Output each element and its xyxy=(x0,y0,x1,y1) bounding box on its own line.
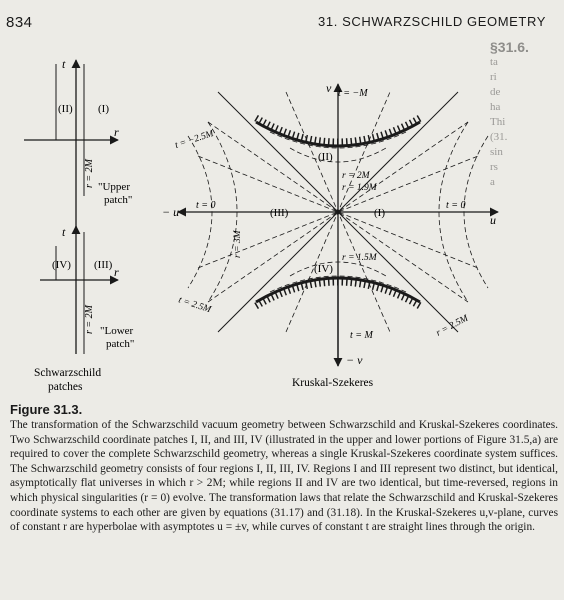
r-3M-label: r = 3M xyxy=(233,230,243,258)
caption-title: Figure 31.3. xyxy=(10,402,83,417)
upper-r-marker: r = 2M xyxy=(84,159,95,188)
upper-patch-label-line2: patch" xyxy=(104,194,133,206)
lower-region-III: (III) xyxy=(94,259,113,271)
kruskal-minus-v-label: − v xyxy=(346,353,363,367)
lower-patch-label-line2: patch" xyxy=(106,338,135,350)
t-minus-M: t = −M xyxy=(338,88,368,99)
r-1-9M-label: r = 1.9M xyxy=(342,183,377,193)
r-2-5M-label: r = 2.5M xyxy=(434,313,471,339)
lower-patch-label-line1: "Lower xyxy=(100,325,134,337)
schwarzschild-label-line2: patches xyxy=(48,381,83,393)
bleed-line: Thi xyxy=(490,116,506,128)
lower-region-IV: (IV) xyxy=(52,259,71,271)
kruskal-label: Kruskal-Szekeres xyxy=(292,377,374,389)
page-number: 834 xyxy=(6,14,33,31)
lower-r-label: r xyxy=(114,265,119,279)
kruskal-diagram xyxy=(162,81,498,389)
lower-r-marker: r = 2M xyxy=(84,305,95,334)
upper-region-I: (I) xyxy=(98,103,109,115)
bleed-line: a xyxy=(490,176,495,188)
bleed-line: de xyxy=(490,86,501,98)
r-1-5M-label: r = 1.5M xyxy=(342,253,377,263)
t-zero-left: t = 0 xyxy=(196,200,216,211)
kruskal-minus-u-label: − u xyxy=(162,205,180,219)
bleed-line: ha xyxy=(490,101,501,113)
lower-t-label: t xyxy=(62,225,66,239)
schwarzschild-label-line1: Schwarzschild xyxy=(34,367,102,379)
t-minus-2-5M: t = −2.5M xyxy=(173,128,215,151)
upper-t-label: t xyxy=(62,57,66,71)
bleed-line: ta xyxy=(490,56,498,68)
upper-patch xyxy=(24,57,132,231)
lower-patch xyxy=(40,225,134,354)
bleed-line: sin xyxy=(490,146,503,158)
bleed-line: ri xyxy=(490,71,497,83)
upper-region-II: (II) xyxy=(58,103,73,115)
kruskal-region-I: (I) xyxy=(374,207,385,219)
kruskal-region-III: (III) xyxy=(270,207,289,219)
t-2-5M: t = 2.5M xyxy=(177,295,213,316)
upper-r-label: r xyxy=(114,125,119,139)
t-M: t = M xyxy=(350,330,373,341)
kruskal-v-label: v xyxy=(326,81,332,95)
t-zero-right: t = 0 xyxy=(446,200,466,211)
bleed-line: (31. xyxy=(490,131,508,143)
running-head: 31. SCHWARZSCHILD GEOMETRY xyxy=(318,14,546,29)
bleed-section: §31.6. xyxy=(490,40,529,55)
page-header xyxy=(0,0,564,40)
figure-31-3 xyxy=(0,36,564,396)
upper-patch-label-line1: "Upper xyxy=(98,181,130,193)
caption-body: The transformation of the Schwarzschild vacuum geometry between Schwarzschild and Kruskal-Szekeres coordinates. Two Schwarzschild coordinate patches I, II, and III, IV (illustrated in the upper and lower portions of Figure 31.5,a) are required to cover the complete Schwarzschild geometry, whereas a single Kruskal-Szekeres coordinate system suffices. The Schwarzschild geometry consists of four regions I, II, III, IV. Regions I and III represent two distinct, but identical, asymptotically flat universes in which r > 2M; while regions II and IV are two identical, but time-reversed, regions in which physical singularities (r = 0) evolve. The transformation laws that relate the Schwarzschild and Kruskal-Szekeres coordinate systems to each other are given by equations (31.17) and (31.18). In the Kruskal-Szekeres u,v-plane, curves of constant r are hyperbolae with asymptotes u = ±v, while curves of constant t are straight lines through the origin. xyxy=(10,419,558,534)
bleed-line: rs xyxy=(490,161,498,173)
kruskal-region-IV: (IV) xyxy=(314,263,333,275)
r-2M-label: r = 2M xyxy=(342,171,370,181)
kruskal-u-label: u xyxy=(490,213,496,227)
kruskal-region-II: (II) xyxy=(318,151,333,163)
